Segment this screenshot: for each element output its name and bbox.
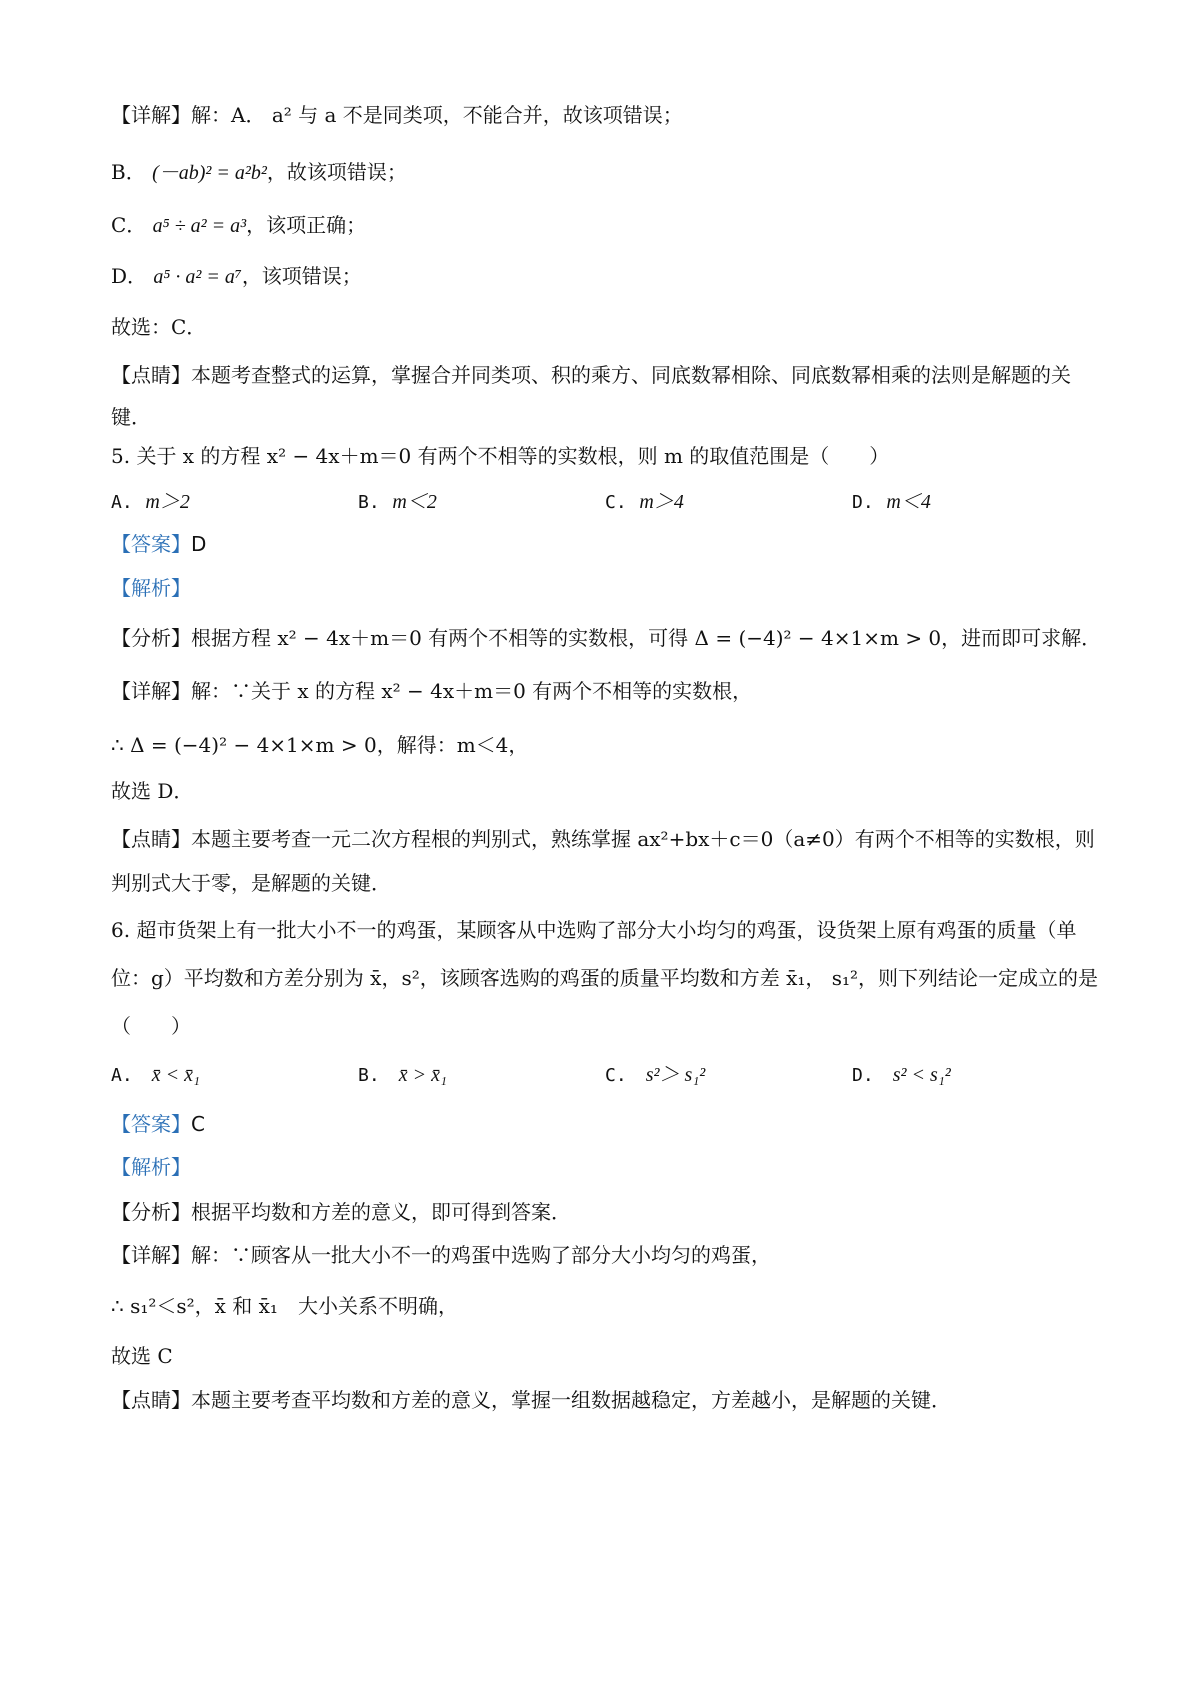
q5-choice-line — [111, 777, 1101, 805]
q5-stem-text: 5. 关于 x 的方程 x² − 4x＋m＝0 有两个不相等的实数根，则 m 的取值范围是（ ） — [111, 444, 890, 468]
detail-tag: 【详解】 — [111, 103, 191, 127]
q6-option-c — [605, 1060, 705, 1090]
option-d-label: D． — [111, 264, 148, 288]
q5-option-a-letter: A. — [111, 492, 133, 513]
option-a-analysis: a² 与 a 不是同类项，不能合并，故该项错误； — [271, 103, 683, 127]
q5-option-a-text: m＞2 — [145, 491, 190, 513]
q5-option-c-text: m＞4 — [639, 491, 684, 513]
q4-choice: 故选：C． — [111, 315, 207, 339]
q6-fenxi-text: 根据平均数和方差的意义，即可得到答案． — [191, 1200, 571, 1224]
q6-option-b — [358, 1060, 447, 1090]
q6-analysis-line — [111, 1153, 1101, 1181]
answer-tag: 【答案】 — [111, 1112, 191, 1136]
q5-option-d — [852, 487, 931, 517]
q6-detail-line-2 — [111, 1292, 1101, 1320]
q5-detail-line-1 — [111, 677, 1101, 705]
q5-analysis-line — [111, 574, 1101, 602]
option-d-expression: a⁵ · a² = a⁷ — [153, 266, 242, 288]
q5-option-b-text: m＜2 — [392, 491, 437, 513]
q5-option-b-letter: B. — [358, 492, 380, 513]
q6-option-a-letter: A. — [111, 1065, 133, 1086]
option-d-verdict: ，该项错误； — [241, 264, 362, 288]
q5-fenxi-text: 根据方程 x² − 4x＋m＝0 有两个不相等的实数根，可得 Δ = (−4)² − 4×1×m > 0，进而即可求解． — [191, 626, 1102, 650]
q6-option-b-text: x̄ > x̄₁ — [398, 1064, 447, 1086]
q6-option-a — [111, 1060, 200, 1090]
comment-tag: 【点睛】 — [111, 1388, 191, 1412]
fenxi-tag: 【分析】 — [111, 626, 191, 650]
q5-option-d-letter: D. — [852, 492, 874, 513]
q6-option-c-text: s²＞ s₁² — [645, 1064, 706, 1086]
q6-detail-text-2: ∴ s₁²＜s²，x̄ 和 x̄₁ 大小关系不明确， — [111, 1294, 458, 1318]
q6-choice-line — [111, 1342, 1101, 1370]
q6-option-c-letter: C. — [605, 1065, 627, 1086]
option-c-label: C． — [111, 213, 147, 237]
q6-option-d — [852, 1060, 951, 1090]
q5-fenxi-line — [111, 624, 1101, 652]
q4-detail-line-a — [111, 101, 1101, 129]
q4-detail-line-c — [111, 211, 1101, 240]
fenxi-tag: 【分析】 — [111, 1200, 191, 1224]
q6-choice: 故选 C — [111, 1344, 173, 1368]
detail-lead: 解：A． — [191, 103, 266, 127]
q5-comment-text: 本题主要考查一元二次方程根的判别式，熟练掌握 ax²+bx＋c＝0（a≠0）有两个不相等的实数根，则判别式大于零，是解题的关键． — [111, 827, 1095, 895]
q6-comment-text: 本题主要考查平均数和方差的意义，掌握一组数据越稳定，方差越小，是解题的关键． — [191, 1388, 951, 1412]
q6-stem-text: 6. 超市货架上有一批大小不一的鸡蛋，某顾客从中选购了部分大小均匀的鸡蛋，设货架上原有鸡蛋的质量（单位：g）平均数和方差分别为 x̄，s²，该顾客选购的鸡蛋的质量平均数和方差 x̄₁， s₁²，则下列结论一定成立的是（ ） — [111, 918, 1099, 1038]
q6-fenxi-line — [111, 1198, 1101, 1226]
q6-answer-line — [111, 1110, 1101, 1138]
q6-detail-line-1 — [111, 1241, 1101, 1269]
q6-stem — [111, 906, 1101, 1050]
q6-option-d-letter: D. — [852, 1065, 874, 1086]
q5-option-d-text: m＜4 — [886, 491, 931, 513]
q6-detail-text-1: 解：∵顾客从一批大小不一的鸡蛋中选购了部分大小均匀的鸡蛋， — [191, 1243, 771, 1267]
q6-answer: C — [191, 1112, 205, 1136]
q5-answer: D — [191, 532, 207, 556]
option-b-expression: (－ab)² = a²b² — [152, 162, 267, 184]
q5-choice: 故选 D． — [111, 779, 194, 803]
option-b-label: B． — [111, 160, 146, 184]
q5-answer-line — [111, 530, 1101, 558]
q4-choice-line — [111, 313, 1101, 341]
q5-option-c — [605, 487, 684, 517]
comment-tag: 【点睛】 — [111, 827, 191, 851]
q6-comment-line — [111, 1386, 1101, 1414]
q5-detail-text-1: 解：∵关于 x 的方程 x² − 4x＋m＝0 有两个不相等的实数根， — [191, 679, 753, 703]
q4-detail-line-d — [111, 262, 1101, 291]
q6-option-b-letter: B. — [358, 1065, 380, 1086]
detail-tag: 【详解】 — [111, 1243, 191, 1267]
q5-comment-paragraph — [111, 817, 1101, 905]
analysis-tag: 【解析】 — [111, 1155, 191, 1179]
option-b-verdict: ，故该项错误； — [266, 160, 407, 184]
q5-option-b — [358, 487, 437, 517]
q5-detail-text-2: ∴ Δ = (−4)² − 4×1×m > 0，解得：m＜4， — [111, 733, 529, 757]
q6-option-d-text: s² < s₁² — [892, 1064, 951, 1086]
analysis-tag: 【解析】 — [111, 576, 191, 600]
detail-tag: 【详解】 — [111, 679, 191, 703]
q4-detail-line-b — [111, 158, 1101, 187]
q4-comment-text: 本题考查整式的运算，掌握合并同类项、积的乘方、同底数幂相除、同底数幂相乘的法则是解题的关键． — [111, 363, 1071, 429]
q5-option-c-letter: C. — [605, 492, 627, 513]
q5-option-a — [111, 487, 190, 517]
comment-tag: 【点睛】 — [111, 363, 191, 387]
q5-detail-line-2 — [111, 731, 1101, 759]
option-c-expression: a⁵ ÷ a² = a³ — [152, 215, 247, 237]
answer-tag: 【答案】 — [111, 532, 191, 556]
q5-stem — [111, 442, 1101, 470]
q6-option-a-text: x̄ < x̄₁ — [151, 1064, 200, 1086]
q4-comment-paragraph — [111, 354, 1101, 438]
option-c-verdict: ，该项正确； — [246, 213, 367, 237]
